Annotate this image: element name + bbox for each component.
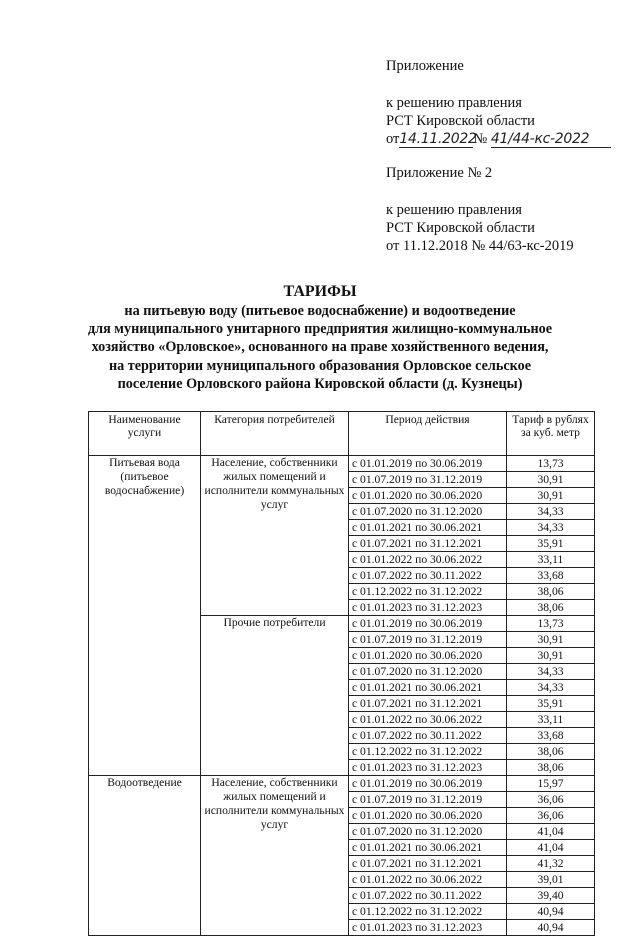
period-cell: с 01.01.2021 по 30.06.2021: [349, 680, 507, 696]
period-cell: с 01.01.2023 по 31.12.2023: [349, 760, 507, 776]
period-cell: с 01.07.2019 по 31.12.2019: [349, 472, 507, 488]
original-ref: от 11.12.2018 № 44/63-кс-2019: [386, 238, 574, 254]
period-cell: с 01.07.2021 по 31.12.2021: [349, 536, 507, 552]
tariff-cell: 13,73: [507, 616, 595, 632]
rst-line-2: РСТ Кировской области: [386, 220, 535, 236]
decision-line: к решению правления: [386, 95, 522, 111]
period-cell: с 01.07.2021 по 31.12.2021: [349, 696, 507, 712]
handwritten-number: 41/44-кс-2022: [491, 131, 611, 148]
period-cell: с 01.01.2022 по 30.06.2022: [349, 712, 507, 728]
tariff-cell: 38,06: [507, 744, 595, 760]
tariff-cell: 38,06: [507, 584, 595, 600]
period-cell: с 01.07.2019 по 31.12.2019: [349, 632, 507, 648]
tariff-cell: 36,06: [507, 792, 595, 808]
tariff-cell: 33,68: [507, 728, 595, 744]
tariff-cell: 30,91: [507, 472, 595, 488]
period-cell: с 01.01.2020 по 30.06.2020: [349, 488, 507, 504]
header-service: Наименование услуги: [89, 412, 201, 456]
from-label: от: [386, 131, 400, 147]
period-cell: с 01.01.2021 по 30.06.2021: [349, 840, 507, 856]
period-cell: с 01.01.2021 по 30.06.2021: [349, 520, 507, 536]
title-line: для муниципального унитарного предприятия жилищно-коммунальное: [87, 321, 553, 338]
category-cell: Прочие потребители: [201, 616, 349, 776]
period-cell: с 01.07.2022 по 30.11.2022: [349, 568, 507, 584]
table-row: [89, 776, 595, 792]
tariff-cell: 38,06: [507, 760, 595, 776]
rst-line: РСТ Кировской области: [386, 113, 535, 129]
period-cell: с 01.07.2020 по 31.12.2020: [349, 664, 507, 680]
period-cell: с 01.07.2022 по 30.11.2022: [349, 728, 507, 744]
tariff-cell: 30,91: [507, 632, 595, 648]
decision-ref-line: [386, 129, 611, 149]
tariff-cell: 41,32: [507, 856, 595, 872]
period-cell: с 01.01.2022 по 30.06.2022: [349, 872, 507, 888]
tariff-cell: 36,06: [507, 808, 595, 824]
tariff-cell: 34,33: [507, 504, 595, 520]
tariff-table: [88, 411, 595, 936]
period-cell: с 01.01.2022 по 30.06.2022: [349, 552, 507, 568]
tariff-cell: 15,97: [507, 776, 595, 792]
title-line: на территории муниципального образования Орловское сельское: [108, 357, 532, 374]
tariff-cell: 33,11: [507, 712, 595, 728]
tariff-cell: 35,91: [507, 696, 595, 712]
period-cell: с 01.01.2023 по 31.12.2023: [349, 600, 507, 616]
period-cell: с 01.12.2022 по 31.12.2022: [349, 584, 507, 600]
tariff-cell: 35,91: [507, 536, 595, 552]
period-cell: с 01.07.2019 по 31.12.2019: [349, 792, 507, 808]
tariff-cell: 40,94: [507, 904, 595, 920]
appendix2-title: Приложение № 2: [386, 165, 493, 181]
category-cell: Население, собственники жилых помещений и исполнители коммунальных услуг: [201, 776, 349, 936]
tariff-cell: 40,94: [507, 920, 595, 936]
tariff-cell: 30,91: [507, 488, 595, 504]
handwritten-date: 14.11.2022: [399, 131, 477, 147]
document-title-block: [0, 282, 640, 393]
tariff-cell: 39,40: [507, 888, 595, 904]
tariff-cell: 39,01: [507, 872, 595, 888]
period-cell: с 01.07.2022 по 30.11.2022: [349, 888, 507, 904]
tariff-cell: 30,91: [507, 648, 595, 664]
service-cell: Питьевая вода (питьевое водоснабжение): [89, 456, 201, 776]
header-period: Период действия: [349, 412, 507, 456]
period-cell: с 01.01.2023 по 31.12.2023: [349, 920, 507, 936]
period-cell: с 01.07.2021 по 31.12.2021: [349, 856, 507, 872]
service-cell: Водоотведение: [89, 776, 201, 936]
tariff-cell: 41,04: [507, 824, 595, 840]
tariff-cell: 38,06: [507, 600, 595, 616]
appendix-title: Приложение: [386, 58, 464, 74]
title-line: поселение Орловского района Кировской области (д. Кузнецы): [117, 375, 523, 392]
tariff-cell: 34,33: [507, 680, 595, 696]
tariff-cell: 41,04: [507, 840, 595, 856]
tariff-cell: 33,11: [507, 552, 595, 568]
title-line: хозяйство «Орловское», основанного на праве хозяйственного ведения,: [91, 339, 549, 356]
table-row: [89, 456, 595, 472]
table-body: [89, 456, 595, 936]
period-cell: с 01.12.2022 по 31.12.2022: [349, 744, 507, 760]
period-cell: с 01.01.2019 по 30.06.2019: [349, 456, 507, 472]
period-cell: с 01.12.2022 по 31.12.2022: [349, 904, 507, 920]
period-cell: с 01.07.2020 по 31.12.2020: [349, 504, 507, 520]
tariff-cell: 34,33: [507, 664, 595, 680]
document-title: ТАРИФЫ: [283, 283, 357, 300]
table-header-row: [89, 412, 595, 456]
tariff-cell: 34,33: [507, 520, 595, 536]
period-cell: с 01.01.2019 по 30.06.2019: [349, 776, 507, 792]
period-cell: с 01.01.2020 по 30.06.2020: [349, 648, 507, 664]
category-cell: Население, собственники жилых помещений и исполнители коммунальных услуг: [201, 456, 349, 616]
period-cell: с 01.07.2020 по 31.12.2020: [349, 824, 507, 840]
header-tariff: Тариф в рублях за куб. метр: [507, 412, 595, 456]
title-line: на питьевую воду (питьевое водоснабжение) и водоотведение: [124, 303, 516, 319]
number-label: №: [473, 131, 488, 147]
period-cell: с 01.01.2019 по 30.06.2019: [349, 616, 507, 632]
tariff-cell: 13,73: [507, 456, 595, 472]
decision-line-2: к решению правления: [386, 202, 522, 218]
period-cell: с 01.01.2020 по 30.06.2020: [349, 808, 507, 824]
header-category: Категория потребителей: [201, 412, 349, 456]
tariff-cell: 33,68: [507, 568, 595, 584]
